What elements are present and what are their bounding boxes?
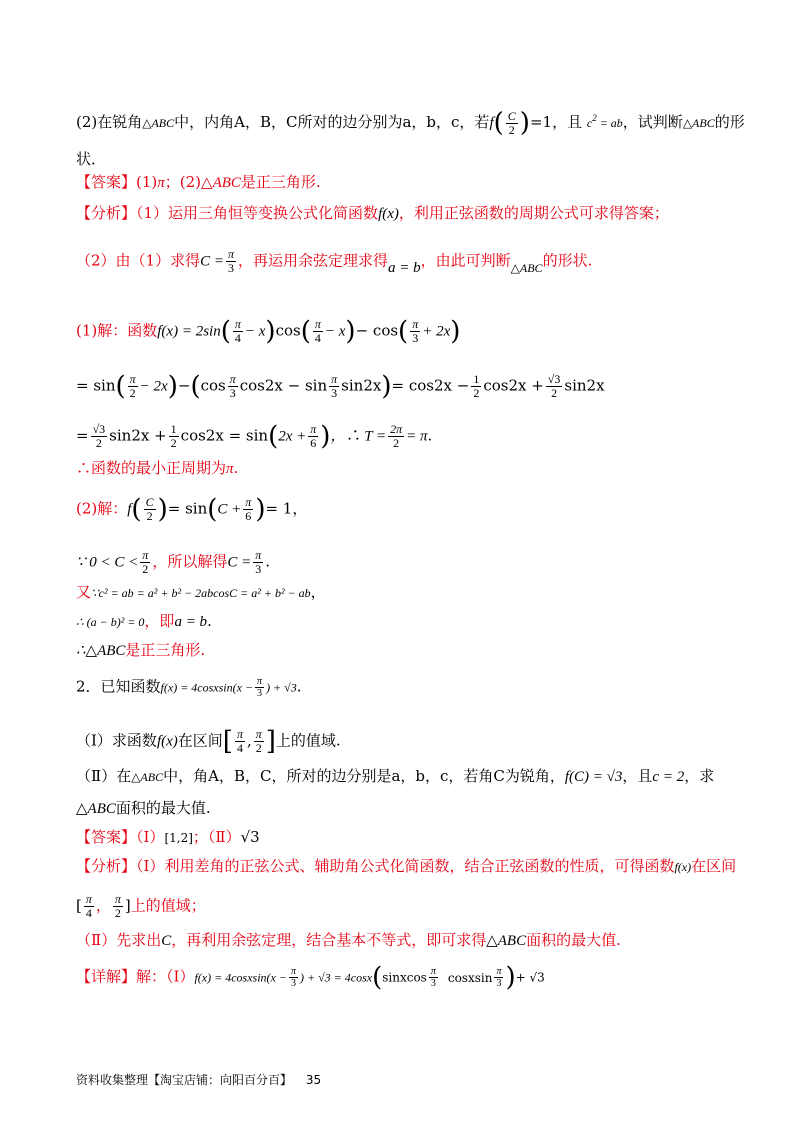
numerator: π [229,372,236,386]
fraction-pi-over-4 [84,893,94,920]
text: ；(2) [164,173,202,191]
text: 中，角A，B，C，所对的边分别是a，b，c，若角C为锐角， [163,767,565,785]
expr: = sin [76,376,116,395]
fraction-pi-over-3 [410,318,420,345]
denominator: 4 [85,906,92,920]
numerator: π [290,966,296,977]
fx: f(x) [378,206,399,222]
expr: C = [227,554,252,571]
denominator: 3 [255,562,262,576]
text: (2)在锐角 [76,113,143,131]
c-equals: C = [200,253,224,270]
paren-close: ) [450,316,461,347]
text: 的形状. [542,251,593,270]
numerator: π [314,317,321,331]
fraction-pi-over-3 [228,373,238,400]
denominator: 2 [146,509,153,523]
paren-close: ) [320,421,331,452]
expr: − cos [355,321,399,340]
numerator: π [227,247,234,261]
text: 状． [76,150,107,168]
text: ，由此可判断 [420,251,511,270]
fraction-pi-over-3 [429,966,438,989]
fx: f(x) [674,860,692,874]
solution-1-line1 [76,318,460,345]
text: 2．已知函数 [76,677,161,696]
text: （Ⅱ）先求出 [76,931,162,949]
sqrt3: √3 [240,828,260,846]
expr: sin2x [341,376,382,395]
text: （2）由（1）求得 [76,251,201,270]
question-2-part1: （Ⅰ）求函数f(x)在区间[ $\frac{\pi}{4}$ , $\frac{\pi}{2}$ ]上的值域. [76,726,341,757]
expr: − x [324,323,346,340]
fraction-pi-over-3 [289,966,298,989]
expr: + √3 [515,970,545,985]
paren-open: ( [190,371,201,402]
expr: sinxcos [382,970,427,985]
text: 在区间 [691,857,737,875]
fraction-pi-over-6 [308,423,318,450]
text: 在区间 [177,731,223,750]
numerator: C [507,108,516,123]
denominator: 4 [234,331,241,345]
text: 面积的最大值. [115,799,211,817]
expr: − x [244,323,266,340]
triangle-abc: △ABC [510,260,543,275]
solution-1-line3: = $\frac{√3}{2}$ sin2x + $\frac{1}{2}$ cos2x = sin(2x + $\frac{\pi}{6}$ )，∴ T = $\frac{2\pi}{2}$ = π. [76,421,433,452]
text: 上的值域. [275,731,341,750]
a-eq-b: a = b [388,259,421,276]
dot: . [233,459,239,477]
analysis-2-line1 [76,856,736,877]
text: 函数 [127,321,158,340]
solution-2-line4 [76,611,212,632]
fraction-c-over-2 [144,496,156,523]
expr: 2x + [278,428,307,445]
expr: C + [217,501,242,518]
fx: f(x) [156,733,178,750]
c-letter: c [586,116,593,130]
page-footer [76,1071,321,1088]
denominator: 6 [310,436,317,450]
expr: sin2x + [109,426,167,445]
paren-open: ( [220,316,231,347]
numerator: π [245,495,252,509]
question-part2-line2 [76,149,106,169]
question-2-part2-line1 [76,766,714,787]
paren-open: ( [493,108,504,138]
text: 的形 [714,113,745,131]
footer-text: 资料收集整理【淘宝店铺：向阳百分百】 [76,1073,293,1087]
denominator: 2 [142,562,149,576]
fraction-pi-over-3 [494,966,503,989]
solution-label: (2)解： [76,499,128,518]
range: [1,2] [164,831,193,845]
numerator: π [255,548,262,562]
numerator: π [257,676,263,687]
numerator: π [142,548,149,562]
fraction-pi-over-2 [140,549,150,576]
expr: f(C) = √3 [564,769,623,785]
question-2 [76,676,302,699]
expr: − 2x [139,378,168,395]
solution-2-line3 [76,582,326,603]
numerator: π [255,727,262,741]
text: ，再运用余弦定理求得 [238,251,389,270]
denominator: 3 [412,331,419,345]
expr: = cos2x − [391,376,470,395]
numerator: π [430,966,436,977]
fraction-2pi-over-2 [388,423,404,450]
expr: ，∴ T = [330,428,387,445]
numerator: π [129,372,136,386]
triangle-abc: △ABC [131,770,164,784]
detail-2-line1 [76,962,545,993]
dot: . [265,552,271,571]
denominator: 2 [508,122,515,137]
expr: ∴△ABC [76,643,126,659]
pi: π [157,175,165,191]
solution-2-line2 [76,549,270,576]
fraction-pi-over-3 [329,373,339,400]
comma: ， [95,896,111,915]
paren-close: ) [345,316,356,347]
text: ，且 [622,767,653,785]
text: 上的值域； [130,896,206,915]
expr: c = 2 [652,769,685,785]
text: 解：（Ⅰ） [136,967,195,986]
paren-close: ) [157,494,168,525]
pi: π [226,461,234,477]
fraction-c-over-2 [506,110,518,137]
paren-open: ( [207,494,218,525]
denominator: 3 [496,978,502,989]
fraction-sqrt3-over-2 [91,423,108,450]
eq-ab: = ab [596,116,623,130]
denominator: 2 [129,386,136,400]
triangle-abc: △ABC [76,801,116,817]
paren-open: ( [300,316,311,347]
denominator: 2 [393,436,400,450]
fraction-pi-over-2 [113,893,123,920]
denominator: 3 [227,261,234,275]
denominator: 3 [257,688,263,699]
text: ，求 [684,767,715,785]
text: ，即 [144,612,175,630]
solution-1-conclusion [76,458,238,479]
expr: = 1 [265,499,293,518]
paren-close: ) [167,371,178,402]
fraction-pi-over-2 [128,373,138,400]
denominator: 2 [473,386,480,400]
denominator: 3 [229,386,236,400]
denominator: 4 [236,741,243,755]
numerator: π [496,966,502,977]
text: ，利用正弦函数的周期公式可求得答案； [398,204,669,222]
denominator: 2 [255,741,262,755]
expr: + 2x [422,323,451,340]
paren-close: ) [381,371,392,402]
cos: cos [275,321,301,340]
expr: cos2x − sin [239,376,328,395]
question-part2-line1 [76,108,745,137]
text: 是正三角形. [240,173,321,191]
detail-tag: 【详解】 [76,967,137,986]
expr: ∵c² = ab = a² + b² − 2abcosC = a² + b² − ab [91,586,311,600]
denominator: 6 [245,509,252,523]
question-2-part2-line2 [76,798,211,819]
triangle-abc: △ABC [486,933,527,949]
triangle-abc: △ABC [201,175,241,191]
solution-2-line1 [76,496,307,523]
page-number: 35 [305,1073,322,1087]
denominator: 3 [290,978,296,989]
answer-tag: 【答案】 [76,828,137,846]
answer-2 [76,827,260,848]
paren-close: ) [519,108,530,138]
denominator: 3 [331,386,338,400]
fraction-pi-over-4 [233,318,243,345]
text: ∴函数的最小正周期为 [76,459,227,477]
paren-open: ( [268,421,279,452]
text: ；（Ⅱ） [192,828,241,846]
fraction-pi-over-4 [313,318,323,345]
paren-open: ( [131,494,142,525]
expr: cos2x = sin [180,426,269,445]
text: （Ⅰ） [136,828,165,846]
expr: = sin [167,499,208,518]
expr: f(x) = 4cosxsin(x − [160,680,254,695]
answer-tag: 【答案】 [76,173,137,191]
text: 是正三角形. [125,641,206,659]
fraction-pi-over-3 [226,248,236,275]
text: (1) [136,173,158,191]
analysis-2-line3 [76,930,621,951]
analysis-2-line2: [ $\frac{\pi}{4}$ ， $\frac{\pi}{2}$ ]上的值域； [76,892,206,920]
c-letter: C [161,933,172,949]
dot: . [207,612,212,630]
numerator: √3 [547,372,561,386]
expr: ∴ (a − b)² = 0 [76,615,145,629]
text: （Ⅱ）在 [76,767,132,785]
numerator: π [85,892,92,906]
fraction-sqrt3-over-2 [546,373,563,400]
text: （1）运用三角恒等变换公式化简函数 [136,204,379,222]
expr: ∵ 0 < C < [76,554,139,571]
numerator: π [234,317,241,331]
c-squared [586,113,623,130]
solution-1-line2 [76,373,605,400]
f-symbol: f [489,115,494,131]
expr: a = b [174,614,208,630]
fraction-pi-over-6 [243,496,253,523]
comma: ， [292,499,308,518]
numerator: π [310,422,317,436]
expr: f(x) = 2sin [157,323,221,340]
numerator: C [145,495,154,509]
denominator: 3 [430,978,436,989]
denominator: 2 [170,436,177,450]
fraction-pi-over-3 [255,676,264,699]
analysis-tag: 【分析】 [76,857,137,875]
numerator: 1 [170,422,177,436]
dot: . [427,426,433,445]
denominator: 2 [95,436,102,450]
fraction-pi-over-2 [254,728,264,755]
paren-close: ) [265,316,276,347]
dot: . [296,677,302,696]
text: 中，内角A，B，C所对的边分别为a，b，c，若 [174,113,490,131]
cos: cos [200,376,226,395]
triangle-abc: △ABC [682,116,715,130]
text: （Ⅰ）求函数 [76,731,157,750]
f-symbol: f [127,501,132,518]
analysis-1-line2 [76,248,592,275]
denominator: 2 [551,386,558,400]
equals-one: =1 [529,113,553,131]
analysis-1-line1 [76,203,669,224]
minus: − [177,376,191,395]
text: （Ⅰ）利用差角的正弦公式、辅助角公式化简函数，结合正弦函数的性质，可得函数 [136,857,675,875]
text: ，所以解得 [152,552,228,571]
answer-1 [76,172,321,193]
expr: = π [406,428,428,445]
paren-open: ( [115,371,126,402]
numerator: √3 [92,422,106,436]
fraction-1-over-2 [471,373,481,400]
denominator: 4 [314,331,321,345]
bracket-close: ] [265,726,276,757]
expr: sin2x [564,376,605,395]
bracket-open: [ [222,726,233,757]
expr: ) + √3 [266,680,297,695]
fraction-1-over-2 [169,423,179,450]
numerator: π [412,317,419,331]
paren-close: ) [255,494,266,525]
solution-2-line5 [76,640,205,661]
numerator: 2π [390,422,403,436]
denominator: 2 [114,906,121,920]
triangle-abc: △ABC [142,116,175,130]
superscript-2: 2 [592,113,597,123]
paren-close: ) [505,962,516,993]
paren-open: ( [398,316,409,347]
numerator: 1 [473,372,480,386]
text: ，且 [552,113,583,131]
expr: cosxsin [447,970,493,985]
numerator: π [331,372,338,386]
text: 又 [76,583,92,601]
paren-open: ( [372,962,383,993]
expr: cos2x + [483,376,544,395]
comma: ， [310,583,326,601]
numerator: π [114,892,121,906]
text: ，再利用余弦定理，结合基本不等式，即可求得 [171,931,487,949]
expr: ) + √3 = 4cosx [299,970,373,985]
expr: f(x) = 4cosxsin(x − [194,970,287,985]
numerator: π [236,727,243,741]
text: ，试判断 [622,113,683,131]
fraction-pi-over-3 [253,549,263,576]
text: 面积的最大值. [526,931,621,949]
analysis-tag: 【分析】 [76,204,137,222]
fraction-pi-over-4 [235,728,245,755]
solution-label: (1)解： [76,321,128,340]
